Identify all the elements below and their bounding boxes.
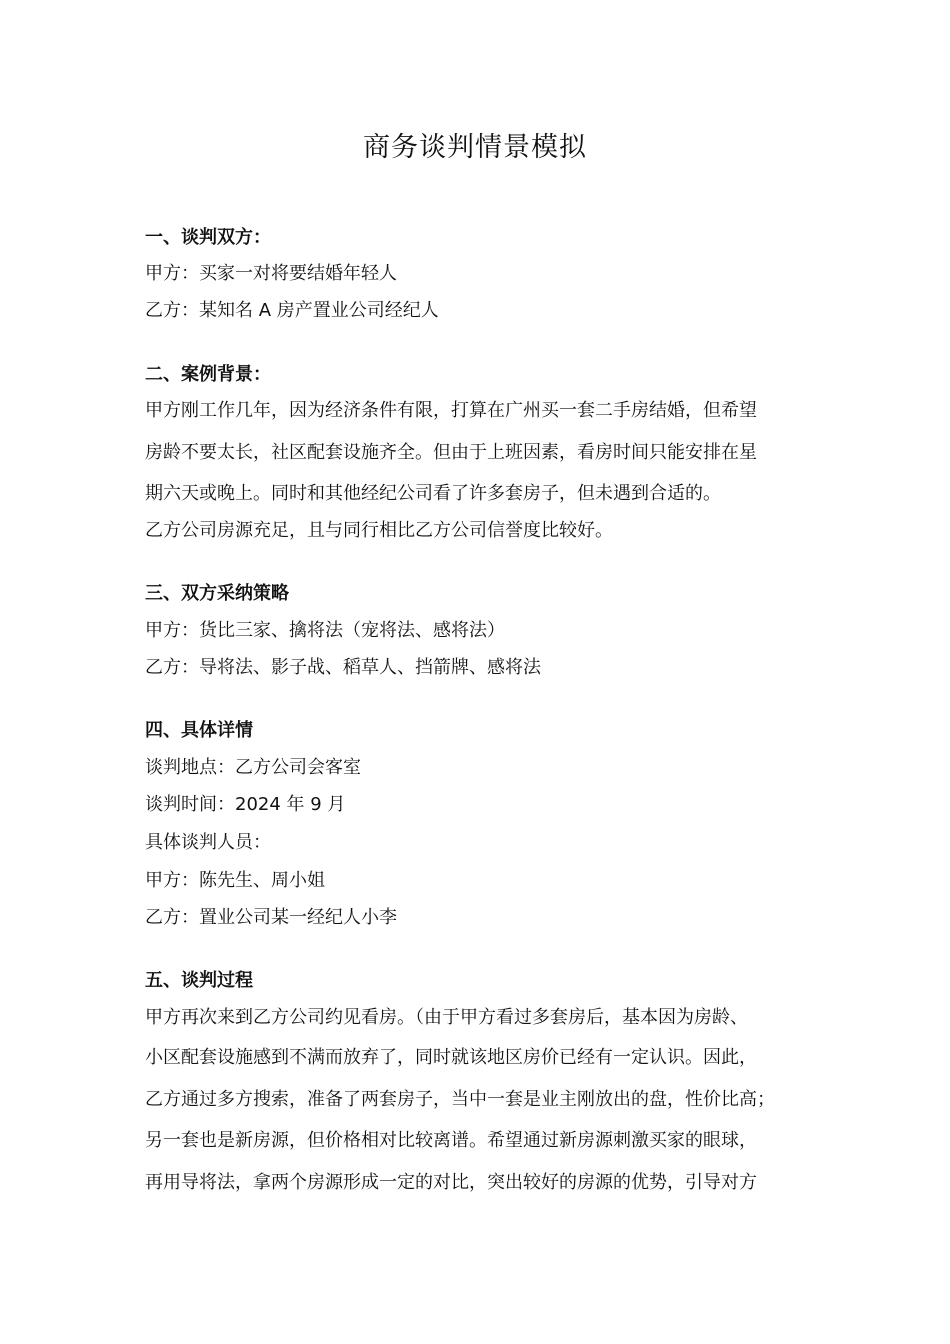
section-1-line-2: 乙方：某知名 A 房产置业公司经纪人 [145,300,439,321]
section-5-line-3: 乙方通过多方搜索，准备了两套房子，当中一套是业主刚放出的盘，性价比高； [145,1089,775,1110]
section-4-line-4: 甲方：陈先生、周小姐 [145,870,325,891]
section-5-line-2: 小区配套设施感到不满而放弃了，同时就该地区房价已经有一定认识。因此， [145,1047,757,1068]
section-4-line-2: 谈判时间：2024 年 9 月 [145,794,346,815]
section-5-line-5: 再用导将法，拿两个房源形成一定的对比，突出较好的房源的优势，引导对方 [145,1172,757,1193]
section-2-line-3: 期六天或晚上。同时和其他经纪公司看了许多套房子，但未遇到合适的。 [145,483,721,504]
section-4-line-5: 乙方：置业公司某一经纪人小李 [145,907,397,928]
section-4-line-1: 谈判地点：乙方公司会客室 [145,757,361,778]
section-1-line-1: 甲方：买家一对将要结婚年轻人 [145,263,397,284]
section-2-line-4: 乙方公司房源充足，且与同行相比乙方公司信誉度比较好。 [145,520,613,541]
section-4-line-3: 具体谈判人员： [145,832,271,853]
section-5-line-4: 另一套也是新房源，但价格相对比较离谱。希望通过新房源刺激买家的眼球， [145,1130,757,1151]
document-title: 商务谈判情景模拟 [363,132,587,163]
section-2-line-2: 房龄不要太长，社区配套设施齐全。但由于上班因素，看房时间只能安排在星 [145,442,757,463]
section-2-heading: 二、案例背景： [145,364,271,385]
section-3-line-1: 甲方：货比三家、擒将法（宠将法、感将法） [145,620,505,641]
section-5-heading: 五、谈判过程 [145,970,253,991]
section-5-line-1: 甲方再次来到乙方公司约见看房。（由于甲方看过多套房后，基本因为房龄、 [145,1007,748,1028]
section-3-heading: 三、双方采纳策略 [145,583,289,604]
section-2-line-1: 甲方刚工作几年，因为经济条件有限，打算在广州买一套二手房结婚，但希望 [145,400,757,421]
section-1-heading: 一、谈判双方： [145,227,271,248]
section-3-line-2: 乙方：导将法、影子战、稻草人、挡箭牌、感将法 [145,657,541,678]
section-4-heading: 四、具体详情 [145,720,253,741]
